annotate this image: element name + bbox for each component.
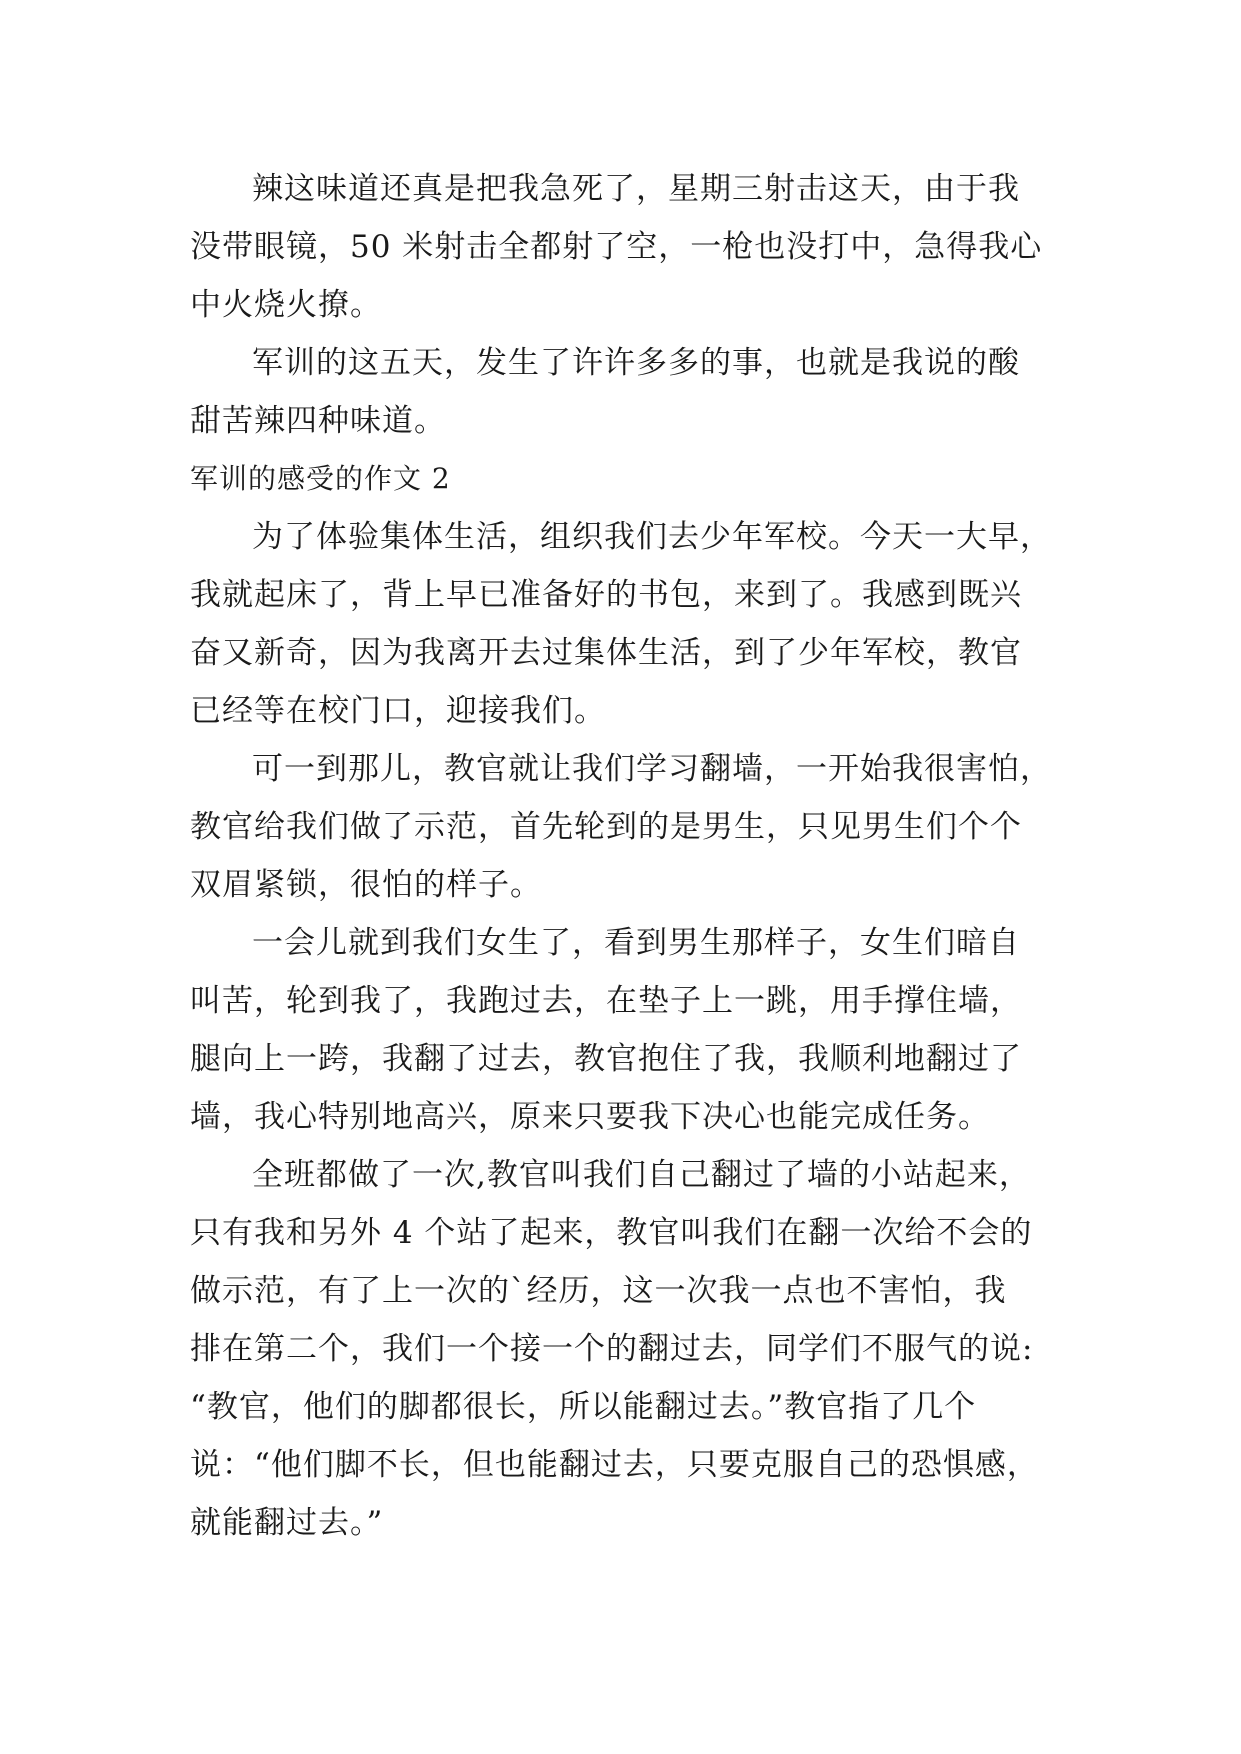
paragraph-line: 说：“他们脚不长，但也能翻过去，只要克服自己的恐惧感， xyxy=(190,1447,1039,1483)
paragraph-line: 为了体验集体生活，组织我们去少年军校。今天一大早， xyxy=(252,519,1052,555)
paragraph-line: 没带眼镜，50 米射击全都射了空，一枪也没打中，急得我心 xyxy=(190,229,1043,265)
paragraph-line: 辣这味道还真是把我急死了，星期三射击这天，由于我 xyxy=(252,171,1020,207)
paragraph-line: 奋又新奇，因为我离开去过集体生活，到了少年军校，教官 xyxy=(190,635,1022,671)
paragraph-line: 叫苦，轮到我了，我跑过去，在垫子上一跳，用手撑住墙， xyxy=(190,983,1022,1019)
paragraph-line: 只有我和另外 4 个站了起来，教官叫我们在翻一次给不会的 xyxy=(190,1215,1033,1251)
paragraph-line: 中火烧火撩。 xyxy=(190,287,382,323)
paragraph-line: 腿向上一跨，我翻了过去，教官抱住了我，我顺利地翻过了 xyxy=(190,1041,1022,1077)
document-body xyxy=(190,160,1050,1552)
paragraph-line: 教官给我们做了示范，首先轮到的是男生，只见男生们个个 xyxy=(190,809,1022,845)
paragraph-line: 一会儿就到我们女生了，看到男生那样子，女生们暗自 xyxy=(252,925,1020,961)
paragraph-1 xyxy=(190,160,1050,334)
paragraph-3 xyxy=(190,508,1050,740)
paragraph-line: 全班都做了一次,教官叫我们自己翻过了墙的小站起来， xyxy=(252,1157,1031,1193)
paragraph-6 xyxy=(190,1146,1050,1552)
paragraph-line: 军训的这五天，发生了许许多多的事，也就是我说的酸 xyxy=(252,345,1020,381)
paragraph-line: 可一到那儿，教官就让我们学习翻墙，一开始我很害怕， xyxy=(252,751,1052,787)
paragraph-4 xyxy=(190,740,1050,914)
paragraph-2 xyxy=(190,334,1050,450)
section-heading: 军训的感受的作文 2 xyxy=(190,462,451,495)
paragraph-line: 墙，我心特别地高兴，原来只要我下决心也能完成任务。 xyxy=(190,1099,990,1135)
paragraph-line: “教官，他们的脚都很长，所以能翻过去。”教官指了几个 xyxy=(190,1389,977,1425)
paragraph-line: 双眉紧锁，很怕的样子。 xyxy=(190,867,542,903)
paragraph-line: 甜苦辣四种味道。 xyxy=(190,403,446,439)
paragraph-5 xyxy=(190,914,1050,1146)
paragraph-line: 我就起床了，背上早已准备好的书包，来到了。我感到既兴 xyxy=(190,577,1022,613)
paragraph-line: 做示范，有了上一次的`经历，这一次我一点也不害怕，我 xyxy=(190,1273,1007,1309)
paragraph-line: 排在第二个，我们一个接一个的翻过去，同学们不服气的说: xyxy=(190,1331,1034,1367)
paragraph-line: 已经等在校门口，迎接我们。 xyxy=(190,693,606,729)
paragraph-line: 就能翻过去。” xyxy=(190,1505,384,1541)
